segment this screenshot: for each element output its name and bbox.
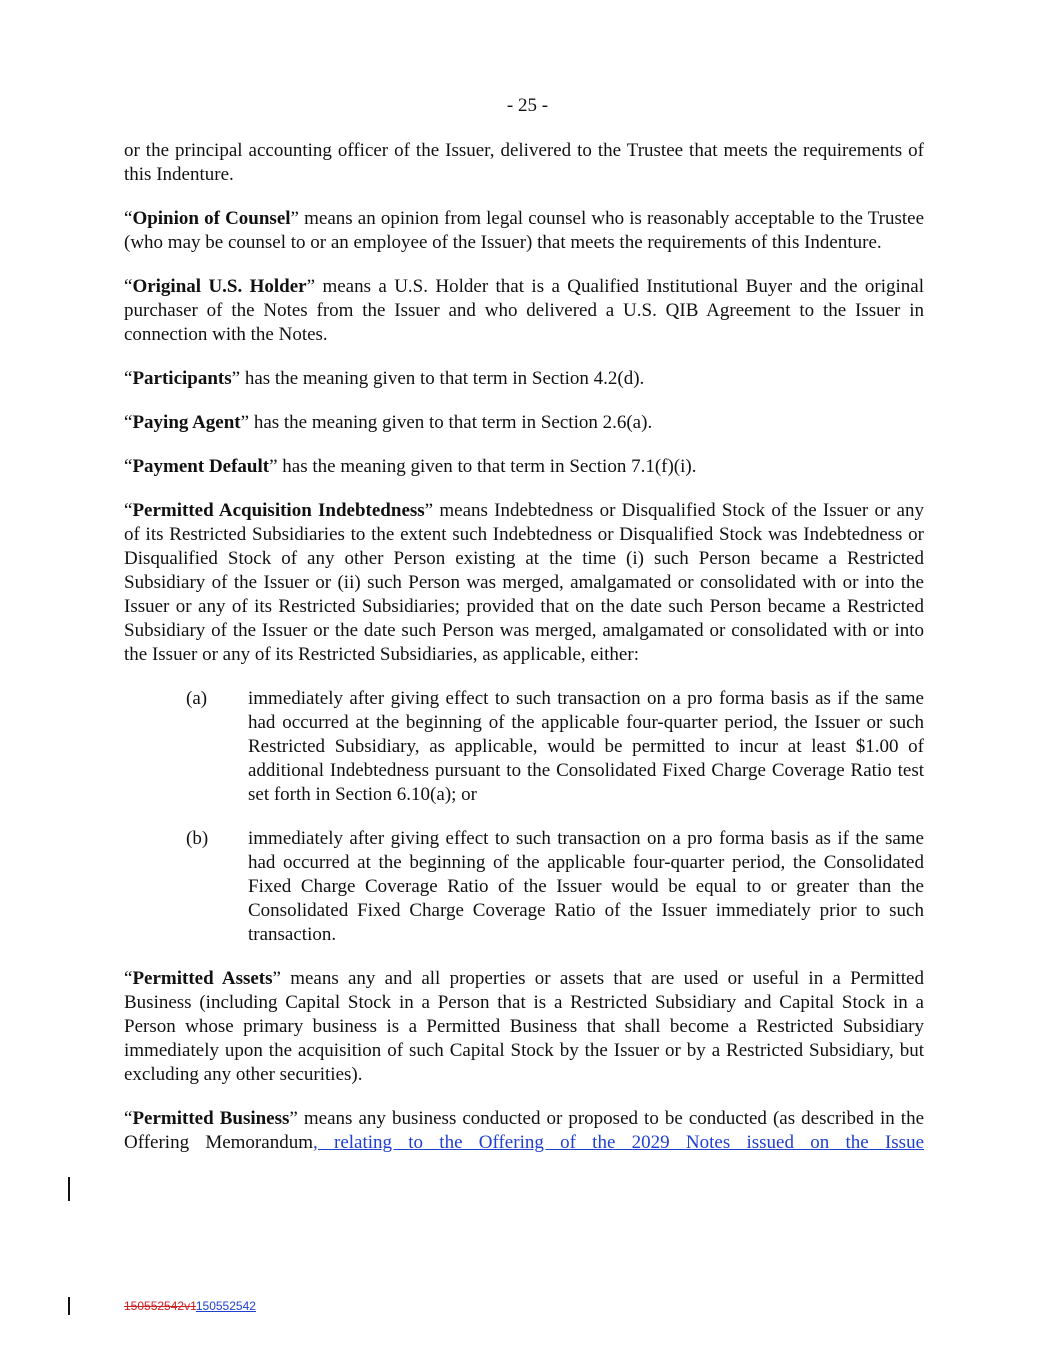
definition-payment-default: “Payment Default” has the meaning given to that term in Section 7.1(f)(i). bbox=[124, 456, 697, 477]
defined-term: Opinion of Counsel bbox=[132, 208, 291, 229]
definition-opinion-of-counsel: “Opinion of Counsel” means an opinion from legal counsel who is reasonably acceptable to the Trustee (who may be counsel to or an employee of the Issuer) that meets the requirements of this Indenture. bbox=[124, 208, 924, 253]
list-item-text: immediately after giving effect to such transaction on a pro forma basis as if the same had occurred at the beginning of the applicable four-quarter period, the Consolidated Fixed Charge Coverage Ratio of the Issuer would be equal to or greater than the Consolidated Fixed Charge Coverage Ratio of the Issuer immediately prior to such transaction. bbox=[248, 828, 924, 945]
defined-term: Participants bbox=[132, 368, 232, 389]
defined-term: Paying Agent bbox=[132, 412, 241, 433]
definition-text: means Indebtedness or Disqualified Stock of the Issuer or any of its Restricted Subsidiaries to the extent such Indebtedness or Disqualified Stock was Indebtedness or Disqualified Stock of any other Person existing at the time (i) such Person became a Restricted Subsidiary of the Issuer or (ii) such Person was merged, amalgamated or consolidated with or into the Issuer or any of its Restricted Subsidiaries; provided that on the date such Person became a Restricted Subsidiary of the Issuer or the date such Person was merged, amalgamated or consolidated with or into the Issuer or any of its Restricted Subsidiaries, as applicable, either: bbox=[124, 500, 924, 665]
definition-text: has the meaning given to that term in Section 2.6(a). bbox=[249, 412, 653, 433]
change-bar bbox=[68, 1177, 70, 1201]
continuation-paragraph: or the principal accounting officer of the Issuer, delivered to the Trustee that meets the requirements of this Indenture. bbox=[124, 140, 924, 185]
deleted-document-id: 150552542v1 bbox=[124, 1299, 196, 1313]
definition-permitted-business: “Permitted Business” means any business conducted or proposed to be conducted (as described in the Offering Memorandum, relating to the Offering of the 2029 Notes issued on the Issue bbox=[124, 1108, 925, 1153]
change-bar-footer bbox=[68, 1297, 70, 1315]
document-id-footer bbox=[124, 1299, 256, 1313]
definition-paying-agent: “Paying Agent” has the meaning given to that term in Section 2.6(a). bbox=[124, 412, 653, 433]
definition-text: means an opinion from legal counsel who is reasonably acceptable to the Trustee (who may be counsel to or an employee of the Issuer) that meets the requirements of this Indenture. bbox=[124, 208, 924, 253]
list-label: (a) bbox=[186, 688, 208, 709]
defined-term: Permitted Business bbox=[132, 1108, 290, 1129]
defined-term: Payment Default bbox=[132, 456, 270, 477]
defined-term: Permitted Acquisition Indebtedness bbox=[132, 500, 425, 521]
definition-text: has the meaning given to that term in Section 4.2(d). bbox=[240, 368, 645, 389]
defined-term: Permitted Assets bbox=[132, 968, 273, 989]
definition-participants: “Participants” has the meaning given to that term in Section 4.2(d). bbox=[124, 368, 645, 389]
inserted-text: , relating to the Offering of the 2029 Notes issued on the Issue bbox=[312, 1132, 925, 1153]
page-number: - 25 - bbox=[506, 95, 549, 116]
list-item-b bbox=[124, 827, 924, 947]
definition-text: means a U.S. Holder that is a Qualified Institutional Buyer and the original purchaser of the Notes from the Issuer and who delivered a U.S. QIB Agreement to the Issuer in connection with the Notes. bbox=[124, 276, 924, 345]
definition-original-us-holder: “Original U.S. Holder” means a U.S. Holder that is a Qualified Institutional Buyer and the original purchaser of the Notes from the Issuer and who delivered a U.S. QIB Agreement to the Issuer in connection with the Notes. bbox=[124, 276, 924, 345]
inserted-document-id: 150552542 bbox=[195, 1299, 256, 1313]
definition-text: means any business conducted or proposed to be conducted (as described in the Offering Memorandum bbox=[124, 1108, 924, 1153]
definition-text: has the meaning given to that term in Section 7.1(f)(i). bbox=[277, 456, 697, 477]
document-body bbox=[124, 139, 924, 1175]
definition-permitted-acquisition-indebtedness: “Permitted Acquisition Indebtedness” means Indebtedness or Disqualified Stock of the Issuer or any of its Restricted Subsidiaries to the extent such Indebtedness or Disqualified Stock was Indebtedness or Disqualified Stock of any other Person existing at the time (i) such Person became a Restricted Subsidiary of the Issuer or (ii) such Person was merged, amalgamated or consolidated with or into the Issuer or any of its Restricted Subsidiaries; provided that on the date such Person became a Restricted Subsidiary of the Issuer or the date such Person was merged, amalgamated or consolidated with or into the Issuer or any of its Restricted Subsidiaries, as applicable, either: bbox=[124, 500, 924, 665]
list-item-a bbox=[124, 687, 924, 807]
defined-term: Original U.S. Holder bbox=[132, 276, 307, 297]
list-label: (b) bbox=[186, 828, 209, 849]
definition-permitted-assets: “Permitted Assets” means any and all properties or assets that are used or useful in a Permitted Business (including Capital Stock in a Person that is a Restricted Subsidiary and Capital Stock in a Person whose primary business is a Permitted Business that shall become a Restricted Subsidiary immediately upon the acquisition of such Capital Stock by the Issuer or by a Restricted Subsidiary, but excluding any other securities). bbox=[124, 968, 924, 1085]
list-item-text: immediately after giving effect to such transaction on a pro forma basis as if the same had occurred at the beginning of the applicable four-quarter period, the Issuer or such Restricted Subsidiary, as applicable, would be permitted to incur at least $1.00 of additional Indebtedness pursuant to the Consolidated Fixed Charge Coverage Ratio test set forth in Section 6.10(a); or bbox=[248, 688, 924, 805]
definition-text: means any and all properties or assets that are used or useful in a Permitted Business (including Capital Stock in a Person that is a Restricted Subsidiary and Capital Stock in a Person whose primary business is a Permitted Business that shall become a Restricted Subsidiary immediately upon the acquisition of such Capital Stock by the Issuer or by a Restricted Subsidiary, but excluding any other securities). bbox=[124, 968, 924, 1085]
